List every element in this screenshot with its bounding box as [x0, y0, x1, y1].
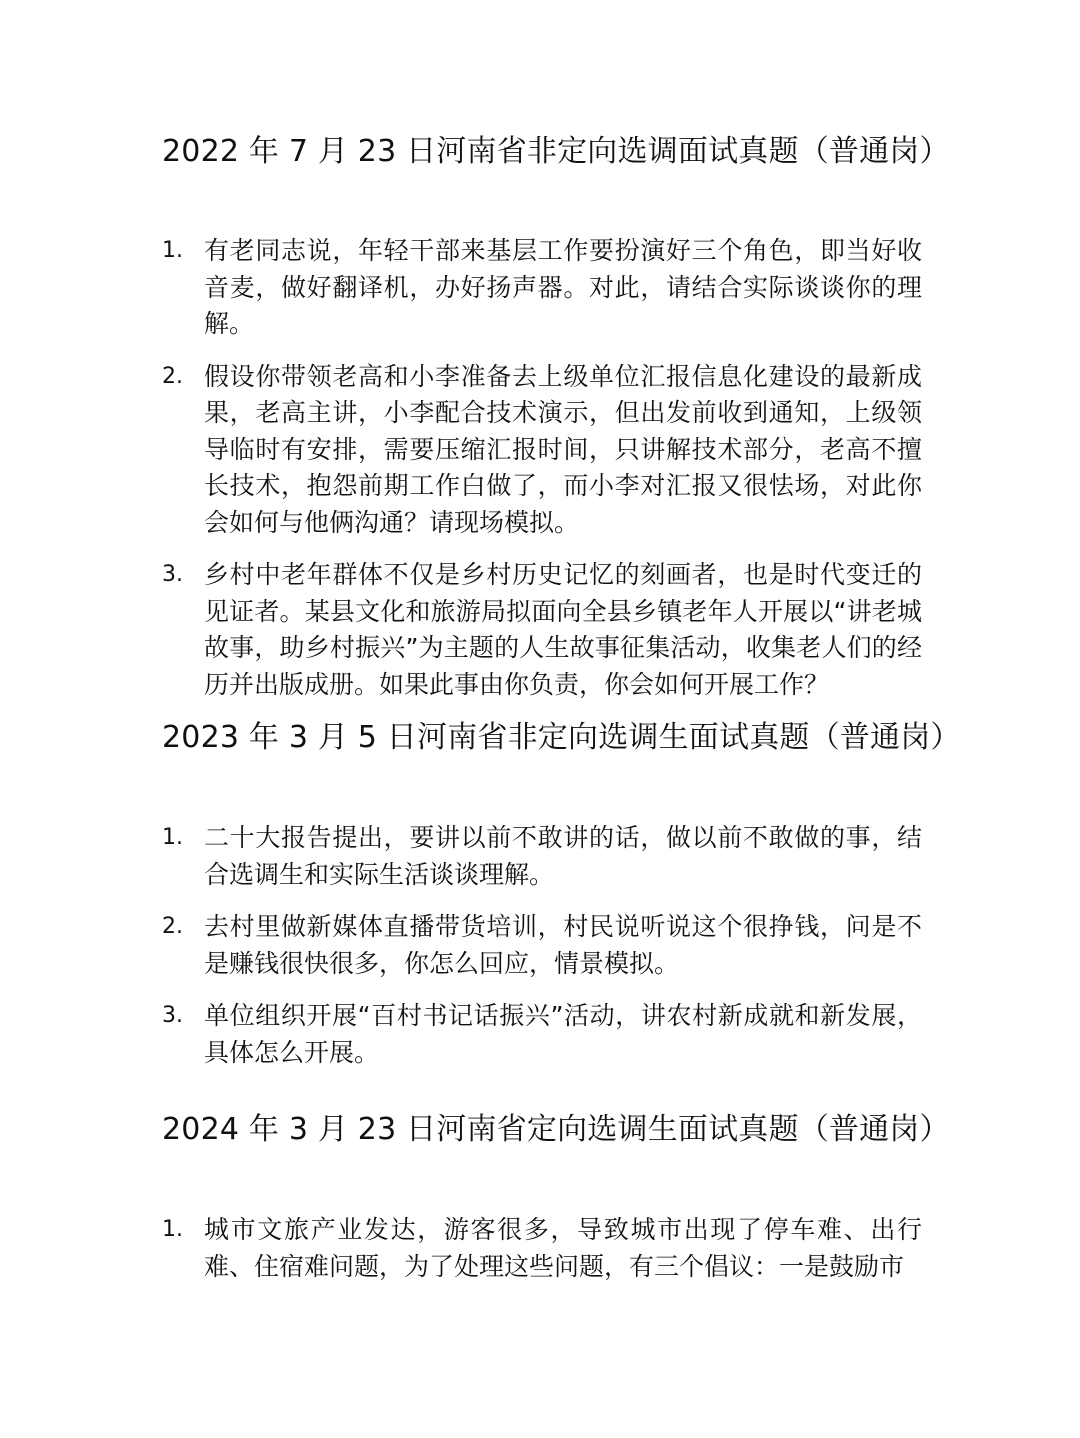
question-text: 去村里做新媒体直播带货培训，村民说听说这个很挣钱，问是不是赚钱很快很多，你怎么回应，情景模拟。	[204, 912, 922, 978]
question-number: 3.	[162, 562, 183, 587]
question-list-2023	[162, 820, 922, 1087]
question-item	[162, 233, 922, 343]
question-item	[162, 1212, 922, 1285]
question-list-2022	[162, 233, 922, 719]
question-number: 2.	[162, 914, 183, 939]
question-number: 1.	[162, 238, 183, 263]
section-title-2023: 2023 年 3 月 5 日河南省非定向选调生面试真题（普通岗）	[162, 720, 961, 755]
question-item	[162, 557, 922, 703]
question-text: 乡村中老年群体不仅是乡村历史记忆的刻画者，也是时代变迁的见证者。某县文化和旅游局拟面向全县乡镇老年人开展以“讲老城故事，助乡村振兴”为主题的人生故事征集活动，收集老人们的经历并出版成册。如果此事由你负责，你会如何开展工作？	[204, 560, 922, 699]
question-list-2024	[162, 1212, 922, 1301]
question-item	[162, 359, 922, 542]
question-text: 城市文旅产业发达，游客很多，导致城市出现了停车难、出行难、住宿难问题，为了处理这些问题，有三个倡议：一是鼓励市	[204, 1215, 922, 1281]
question-text: 有老同志说，年轻干部来基层工作要扮演好三个角色，即当好收音麦，做好翻译机，办好扬声器。对此，请结合实际谈谈你的理解。	[204, 236, 922, 338]
question-item	[162, 998, 922, 1071]
question-item	[162, 909, 922, 982]
question-text: 二十大报告提出，要讲以前不敢讲的话，做以前不敢做的事，结合选调生和实际生活谈谈理解。	[204, 823, 922, 889]
question-number: 3.	[162, 1003, 183, 1028]
question-text: 假设你带领老高和小李准备去上级单位汇报信息化建设的最新成果，老高主讲，小李配合技术演示，但出发前收到通知，上级领导临时有安排，需要压缩汇报时间，只讲解技术部分，老高不擅长技术，抱怨前期工作白做了，而小李对汇报又很怯场，对此你会如何与他俩沟通？请现场模拟。	[204, 361, 922, 537]
question-number: 1.	[162, 1217, 183, 1242]
section-title-2024: 2024 年 3 月 23 日河南省定向选调生面试真题（普通岗）	[162, 1112, 950, 1147]
question-text: 单位组织开展“百村书记话振兴”活动，讲农村新成就和新发展，具体怎么开展。	[204, 1001, 922, 1067]
section-title-2022: 2022 年 7 月 23 日河南省非定向选调面试真题（普通岗）	[162, 134, 950, 169]
question-number: 1.	[162, 825, 183, 850]
question-number: 2.	[162, 363, 183, 389]
question-item	[162, 820, 922, 893]
